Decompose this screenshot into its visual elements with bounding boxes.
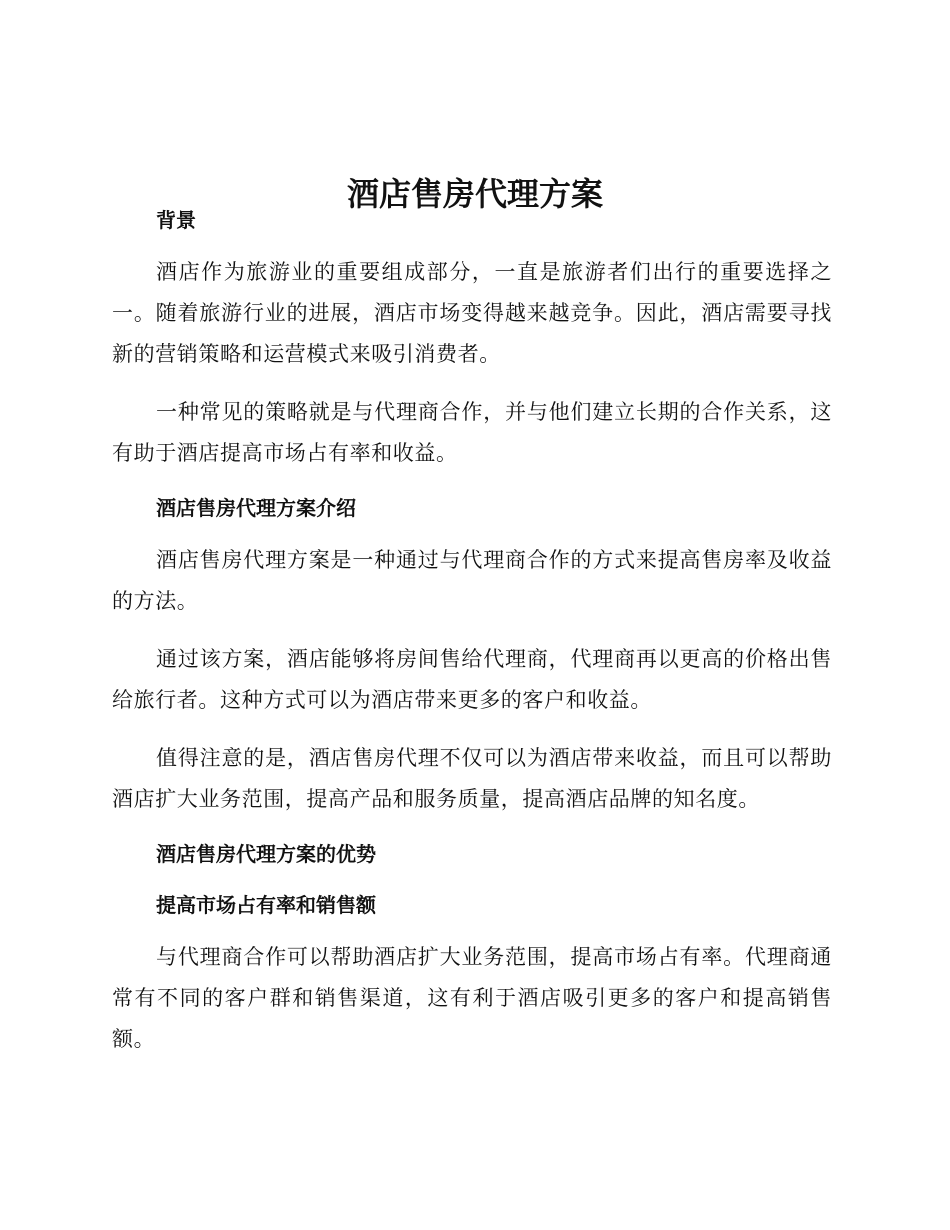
paragraph-market-1: 与代理商合作可以帮助酒店扩大业务范围，提高市场占有率。代理商通常有不同的客户群和销售渠道，这有利于酒店吸引更多的客户和提高销售额。 xyxy=(112,945,832,1051)
subsection-heading-market: 提高市场占有率和销售额 xyxy=(156,893,376,917)
section-heading-advantages: 酒店售房代理方案的优势 xyxy=(156,842,376,866)
spacer xyxy=(112,721,832,738)
document-body xyxy=(112,203,832,1060)
paragraph-intro-1: 酒店售房代理方案是一种通过与代理商合作的方式来提高售房率及收益的方法。 xyxy=(112,548,832,613)
spacer xyxy=(112,871,832,888)
spacer xyxy=(112,474,832,491)
section-heading-background: 背景 xyxy=(156,208,196,232)
spacer xyxy=(112,622,832,639)
spacer xyxy=(112,375,832,392)
paragraph-background-1: 酒店作为旅游业的重要组成部分，一直是旅游者们出行的重要选择之一。随着旅游行业的进展，酒店市场变得越来越竞争。因此，酒店需要寻找新的营销策略和运营模式来吸引消费者。 xyxy=(112,260,832,366)
paragraph-intro-3: 值得注意的是，酒店售房代理不仅可以为酒店带来收益，而且可以帮助酒店扩大业务范围，提高产品和服务质量，提高酒店品牌的知名度。 xyxy=(112,746,832,811)
spacer xyxy=(112,237,832,252)
paragraph-background-2: 一种常见的策略就是与代理商合作，并与他们建立长期的合作关系，这有助于酒店提高市场占有率和收益。 xyxy=(112,400,832,465)
document-title: 酒店售房代理方案 xyxy=(346,175,603,214)
spacer xyxy=(112,922,832,937)
spacer xyxy=(112,820,832,837)
section-heading-intro: 酒店售房代理方案介绍 xyxy=(156,496,356,520)
paragraph-intro-2: 通过该方案，酒店能够将房间售给代理商，代理商再以更高的价格出售给旅行者。这种方式可以为酒店带来更多的客户和收益。 xyxy=(112,647,832,712)
spacer xyxy=(112,525,832,540)
